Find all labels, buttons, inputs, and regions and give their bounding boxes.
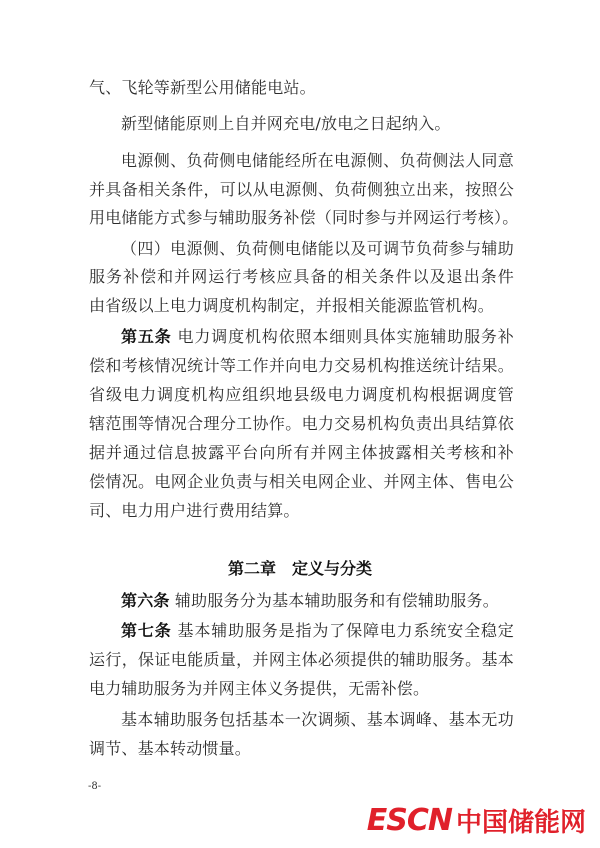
- paragraph-line: 运行，保证电能质量，并网主体必须提供的辅助服务。基本: [89, 650, 514, 669]
- article-5-text: 电力调度机构依照本细则具体实施辅助服务补: [177, 327, 514, 346]
- paragraph-line: 服务补偿和并网运行考核应具备的相关条件以及退出条件: [89, 267, 514, 286]
- article-7-first-line: [121, 621, 514, 641]
- logo-text-en: ESCN: [366, 802, 452, 838]
- paragraph-line: 电源侧、负荷侧电储能经所在电源侧、负荷侧法人同意: [121, 151, 514, 170]
- paragraph-line: 并具备相关条件，可以从电源侧、负荷侧独立出来，按照公: [89, 180, 514, 199]
- paragraph-line: （四）电源侧、负荷侧电储能以及可调节负荷参与辅助: [121, 239, 514, 258]
- paragraph-line: 由省级以上电力调度机构制定，并报相关能源监管机构。: [89, 296, 495, 315]
- article-6-label: 第六条: [121, 591, 170, 610]
- article-7-label: 第七条: [121, 621, 172, 640]
- paragraph-line: 辖范围等情况合理分工协作。电力交易机构负责出具结算依: [89, 414, 514, 433]
- chapter-heading: 第二章 定义与分类: [227, 559, 372, 578]
- paragraph-line: 司、电力用户进行费用结算。: [89, 501, 300, 520]
- logo-text-cn: 中国储能网: [455, 807, 586, 838]
- paragraph-line: 气、飞轮等新型公用储能电站。: [89, 78, 316, 97]
- paragraph-line: 据并通过信息披露平台向所有并网主体披露相关考核和补: [89, 443, 514, 462]
- article-5-first-line: [121, 327, 514, 347]
- paragraph-line: 偿情况。电网企业负责与相关电网企业、并网主体、售电公: [89, 472, 514, 491]
- article-7-text: 基本辅助服务是指为了保障电力系统安全稳定: [177, 621, 514, 640]
- paragraph-line: 新型储能原则上自并网充电/放电之日起纳入。: [121, 114, 451, 133]
- paragraph-line: 电力辅助服务为并网主体义务提供，无需补偿。: [89, 679, 430, 698]
- paragraph-line: 基本辅助服务包括基本一次调频、基本调峰、基本无功: [121, 710, 514, 729]
- article-6-text: 辅助服务分为基本辅助服务和有偿辅助服务。: [174, 591, 499, 610]
- escn-watermark-logo: [367, 800, 586, 840]
- paragraph-line: 调节、基本转动惯量。: [89, 739, 252, 758]
- paragraph-line: 用电储能方式参与辅助服务补偿（同时参与并网运行考核）。: [89, 208, 519, 227]
- article-6-line: [121, 591, 514, 611]
- article-5-label: 第五条: [121, 327, 172, 346]
- page-number: -8-: [88, 781, 102, 792]
- paragraph-line: 省级电力调度机构应组织地县级电力调度机构根据调度管: [89, 385, 514, 404]
- paragraph-line: 偿和考核情况统计等工作并向电力交易机构推送统计结果。: [89, 356, 514, 375]
